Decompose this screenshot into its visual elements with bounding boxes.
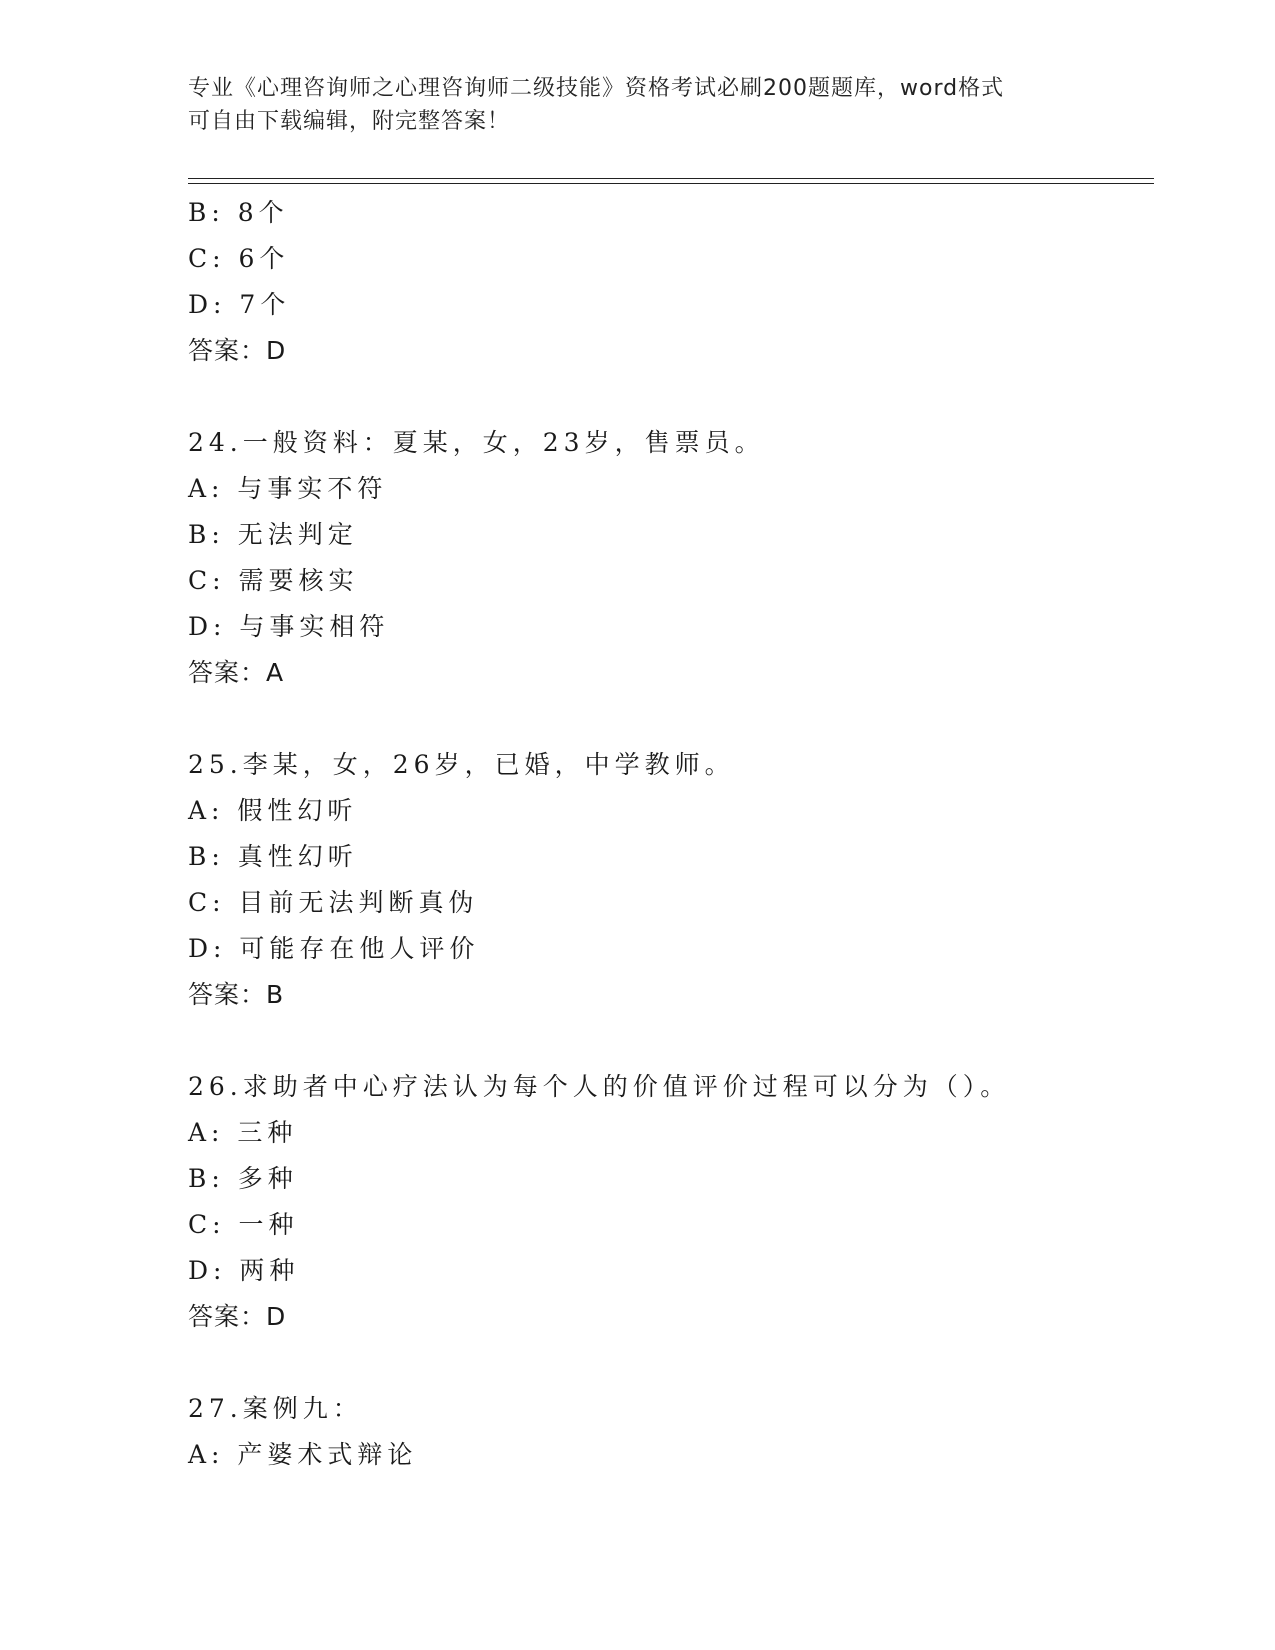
- option-c: C: 6个: [188, 244, 290, 273]
- option-c: C: 目前无法判断真伪: [188, 888, 479, 917]
- question-stem: 26.求助者中心疗法认为每个人的价值评价过程可以分为（）。: [188, 1072, 1011, 1101]
- option-a: A: 三种: [188, 1118, 298, 1147]
- option-a: A: 假性幻听: [188, 796, 358, 825]
- question-block-23: [188, 190, 1154, 374]
- answer-line: 答案：B: [188, 980, 285, 1009]
- header-line-1: 专业《心理咨询师之心理咨询师二级技能》资格考试必刷200题题库，word格式: [188, 76, 1005, 101]
- option-d: D: 两种: [188, 1256, 300, 1285]
- question-stem: 25.李某，女，26岁，已婚，中学教师。: [188, 750, 735, 779]
- question-block-24: [188, 420, 1154, 696]
- question-list: [188, 190, 1154, 1478]
- header-divider-bottom: [188, 183, 1154, 184]
- answer-line: 答案：D: [188, 1302, 287, 1331]
- option-b: B: 无法判定: [188, 520, 358, 549]
- option-c: C: 一种: [188, 1210, 299, 1239]
- option-b: B: 8个: [188, 198, 289, 227]
- header-divider-top: [188, 178, 1154, 179]
- question-block-25: [188, 742, 1154, 1018]
- option-b: B: 真性幻听: [188, 842, 358, 871]
- option-d: D: 可能存在他人评价: [188, 934, 480, 963]
- option-c: C: 需要核实: [188, 566, 359, 595]
- question-block-26: [188, 1064, 1154, 1340]
- question-stem: 24.一般资料：夏某，女，23岁，售票员。: [188, 428, 765, 457]
- option-a: A: 与事实不符: [188, 474, 388, 503]
- answer-line: 答案：A: [188, 658, 285, 687]
- document-header: [188, 72, 1088, 138]
- option-b: B: 多种: [188, 1164, 298, 1193]
- answer-line: 答案：D: [188, 336, 287, 365]
- option-d: D: 与事实相符: [188, 612, 390, 641]
- option-a: A: 产婆术式辩论: [188, 1440, 418, 1469]
- header-line-2: 可自由下载编辑，附完整答案！: [188, 109, 511, 134]
- question-block-27: [188, 1386, 1154, 1478]
- question-stem: 27.案例九：: [188, 1394, 363, 1423]
- option-d: D: 7个: [188, 290, 291, 319]
